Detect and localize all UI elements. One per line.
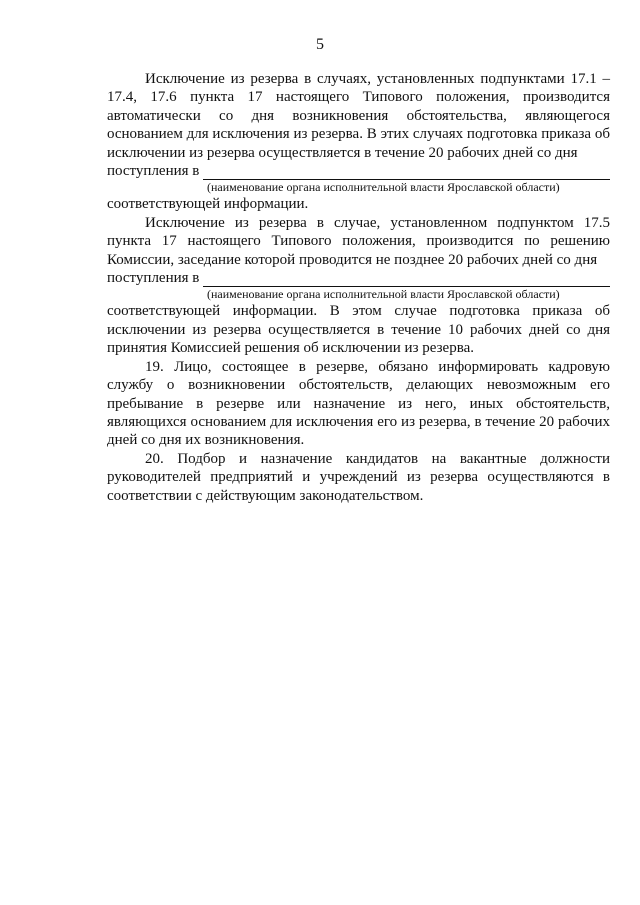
paragraph-exclusion-automatic-tail: соответствующей информации. [107,196,309,213]
paragraph-exclusion-automatic: Исключение из резерва в случаях, установленных подпунктами 17.1 – 17.4, 17.6 пункта 17 настоящего Типового положения, производится автоматически со дня возникновения обстоятельства, являющегося основанием для исключения из резерва. В этих случаях подготовка приказа об исключении из резерва осуществляется в течение 20 рабочих дней со дня [107,71,610,161]
document-body [107,70,610,505]
blank-prefix-1: поступления в [107,163,200,180]
fill-in-blank-2 [203,272,610,287]
blank-caption-1: (наименование органа исполнительной власти Ярославской области) [207,180,560,195]
paragraph-19: 19. Лицо, состоящее в резерве, обязано информировать кадровую службу о возникновении обстоятельств, делающих невозможным его пребывание в резерве или назначение из него, иных обстоятельств, являющихся основанием для исключения его из резерва, в течение 20 рабочих дней со дня их возникновения. [107,358,610,449]
paragraph-exclusion-commission-tail: соответствующей информации. В этом случае подготовка приказа об исключении из резерва осуществляется в течение 10 рабочих дней со дня принятия Комиссией решения об исключении из резерва. [107,303,610,357]
fill-in-blank-1 [203,165,610,180]
blank-prefix-2: поступления в [107,270,200,287]
paragraph-exclusion-commission: Исключение из резерва в случае, установленном подпунктом 17.5 пункта 17 настоящего Типового положения, производится по решению Комиссии, заседание которой проводится не позднее 20 рабочих дней со дня [107,214,610,268]
blank-caption-2: (наименование органа исполнительной власти Ярославской области) [207,287,560,302]
blank-line-2 [107,269,610,287]
blank-line-1 [107,162,610,180]
paragraph-20: 20. Подбор и назначение кандидатов на вакантные должности руководителей предприятий и учреждений из резерва осуществляются в соответствии с действующим законодательством. [107,450,610,504]
page-number: 5 [316,36,324,53]
